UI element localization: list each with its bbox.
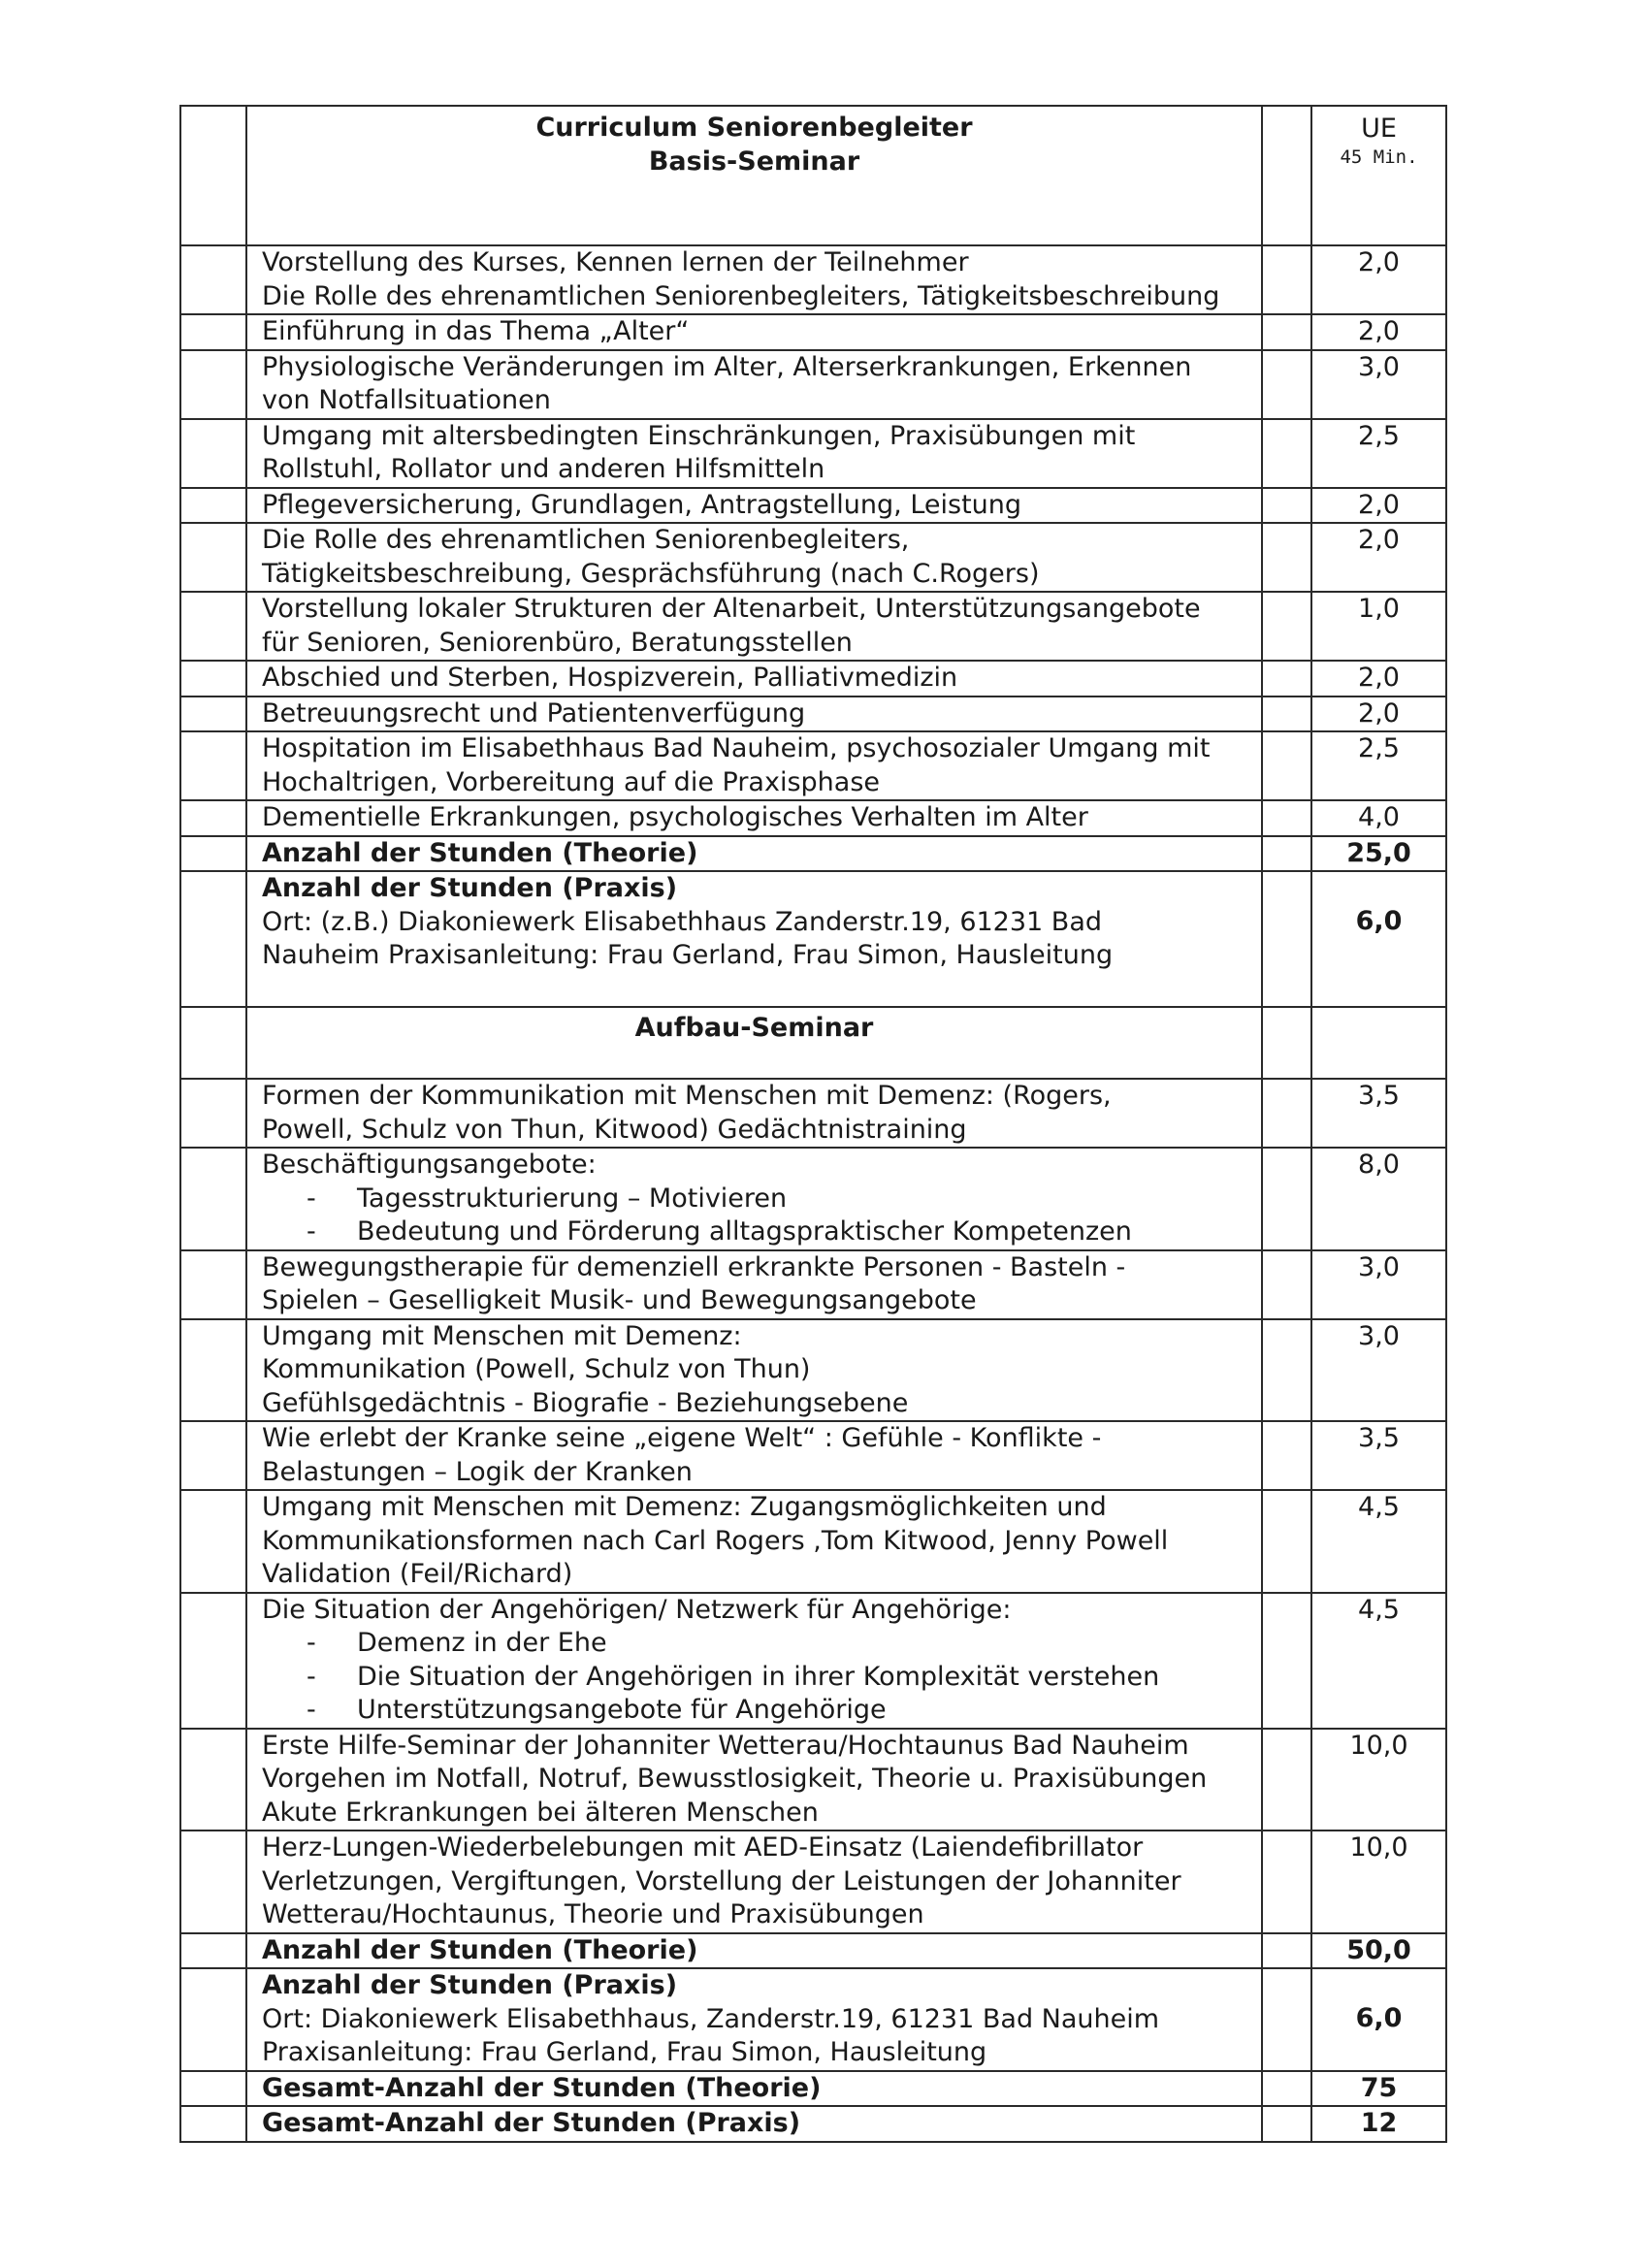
aufbau-theorie-row — [180, 1933, 1446, 1969]
row-line: Physiologische Veränderungen im Alter, Alterserkrankungen, Erkennen — [262, 351, 1192, 382]
basis-row — [180, 488, 1446, 524]
header-row — [180, 106, 1446, 245]
row-line: für Senioren, Seniorenbüro, Beratungsstellen — [262, 627, 853, 658]
ue-sublabel: 45 Min. — [1340, 146, 1418, 168]
bullet-item: - Tagesstrukturierung – Motivieren — [307, 1183, 788, 1214]
row-line: Einführung in das Thema „Alter“ — [262, 316, 690, 346]
empty-cell — [180, 1007, 246, 1079]
row-line: Vorstellung des Kurses, Kennen lernen der Teilnehmer — [262, 247, 969, 277]
aufbau-row — [180, 1250, 1446, 1319]
row-label — [246, 419, 1262, 488]
row-line: Dementielle Erkrankungen, psychologisches Verhalten im Alter — [262, 802, 1088, 832]
empty-cell — [1262, 836, 1311, 872]
row-label: Gesamt-Anzahl der Stunden (Theorie) — [246, 2071, 1262, 2107]
empty-cell — [1262, 314, 1311, 350]
empty-cell — [1262, 245, 1311, 314]
row-line: Verletzungen, Vergiftungen, Vorstellung der Leistungen der Johanniter — [262, 1865, 1181, 1896]
gesamt-theorie-row — [180, 2071, 1446, 2107]
row-line: Vorgehen im Notfall, Notruf, Bewusstlosigkeit, Theorie u. Praxisübungen — [262, 1764, 1208, 1794]
row-line: Die Rolle des ehrenamtlichen Seniorenbegleiters, — [262, 525, 910, 555]
basis-section — [180, 245, 1446, 836]
empty-cell — [180, 106, 246, 245]
row-label — [246, 661, 1262, 697]
row-label — [246, 488, 1262, 524]
praxis-label: Anzahl der Stunden (Praxis) — [262, 873, 678, 903]
row-line: Erste Hilfe-Seminar der Johanniter Wetterau/Hochtaunus Bad Nauheim — [262, 1730, 1189, 1761]
row-line: Belastungen – Logik der Kranken — [262, 1456, 693, 1487]
empty-cell — [180, 488, 246, 524]
row-line: Pflegeversicherung, Grundlagen, Antragstellung, Leistung — [262, 489, 1022, 520]
row-line: Bewegungstherapie für demenziell erkrankte Personen - Basteln - — [262, 1251, 1126, 1282]
row-line: Hochaltrigen, Vorbereitung auf die Praxisphase — [262, 766, 880, 797]
empty-cell — [1262, 661, 1311, 697]
row-label — [246, 1079, 1262, 1148]
row-value: 2,0 — [1311, 488, 1446, 524]
row-value: 2,5 — [1311, 731, 1446, 800]
row-label — [246, 1421, 1262, 1490]
row-label — [246, 871, 1262, 1007]
row-label: Anzahl der Stunden (Theorie) — [246, 1933, 1262, 1969]
empty-cell — [180, 661, 246, 697]
empty-cell — [1262, 871, 1311, 1007]
empty-cell — [180, 592, 246, 661]
row-value: 3,0 — [1311, 350, 1446, 419]
basis-theorie-row — [180, 836, 1446, 872]
row-value: 2,0 — [1311, 697, 1446, 732]
row-line: Kommunikationsformen nach Carl Rogers ,Tom Kitwood, Jenny Powell — [262, 1525, 1169, 1556]
row-line: Herz-Lungen-Wiederbelebungen mit AED-Einsatz (Laiendefibrillator — [262, 1832, 1144, 1863]
row-line: Validation (Feil/Richard) — [262, 1559, 573, 1589]
basis-praxis-row — [180, 871, 1446, 1007]
aufbau-row — [180, 1319, 1446, 1422]
aufbau-row — [180, 1593, 1446, 1729]
empty-cell — [1262, 800, 1311, 836]
row-line: Gefühlsgedächtnis - Biografie - Beziehungsebene — [262, 1387, 909, 1418]
row-label — [246, 697, 1262, 732]
praxis-line: Praxisanleitung: Frau Gerland, Frau Simon, Hausleitung — [262, 2037, 987, 2067]
praxis-line: Ort: Diakoniewerk Elisabethhaus, Zanderstr.19, 61231 Bad Nauheim — [262, 2003, 1160, 2034]
row-line: Abschied und Sterben, Hospizverein, Palliativmedizin — [262, 663, 958, 693]
row-line: Wie erlebt der Kranke seine „eigene Welt“ : Gefühle - Konflikte - — [262, 1423, 1102, 1453]
empty-cell — [1311, 1007, 1446, 1079]
row-line: Kommunikation (Powell, Schulz von Thun) — [262, 1354, 811, 1384]
row-value: 12 — [1311, 2106, 1446, 2142]
empty-cell — [180, 245, 246, 314]
row-line: Powell, Schulz von Thun, Kitwood) Gedächtnistraining — [262, 1114, 967, 1145]
row-value: 75 — [1311, 2071, 1446, 2107]
row-value: 10,0 — [1311, 1831, 1446, 1933]
empty-cell — [1262, 523, 1311, 592]
row-line: Hospitation im Elisabethhaus Bad Nauheim, psychosozialer Umgang mit — [262, 733, 1211, 763]
bullet-item: - Demenz in der Ehe — [307, 1628, 607, 1658]
row-value: 10,0 — [1311, 1729, 1446, 1831]
aufbau-row — [180, 1831, 1446, 1933]
row-value: 3,5 — [1311, 1421, 1446, 1490]
basis-row — [180, 245, 1446, 314]
row-value: 4,5 — [1311, 1490, 1446, 1593]
row-label — [246, 1729, 1262, 1831]
basis-row — [180, 314, 1446, 350]
empty-cell — [1262, 106, 1311, 245]
row-line: Spielen – Geselligkeit Musik- und Bewegungsangebote — [262, 1285, 977, 1315]
aufbau-header-row — [180, 1007, 1446, 1079]
empty-cell — [180, 836, 246, 872]
row-label — [246, 731, 1262, 800]
row-label — [246, 1490, 1262, 1593]
row-label — [246, 800, 1262, 836]
row-label — [246, 1148, 1262, 1250]
row-line: Rollstuhl, Rollator und anderen Hilfsmitteln — [262, 454, 825, 484]
row-value: 3,0 — [1311, 1319, 1446, 1422]
row-label: Anzahl der Stunden (Theorie) — [246, 836, 1262, 872]
bullet-item: - Bedeutung und Förderung alltagspraktischer Kompetenzen — [307, 1216, 1132, 1247]
basis-row — [180, 731, 1446, 800]
row-label — [246, 523, 1262, 592]
basis-row — [180, 800, 1446, 836]
row-line: Akute Erkrankungen bei älteren Menschen — [262, 1797, 819, 1828]
row-label — [246, 1250, 1262, 1319]
praxis-line: Ort: (z.B.) Diakoniewerk Elisabethhaus Zanderstr.19, 61231 Bad — [262, 906, 1103, 937]
row-line: Betreuungsrecht und Patientenverfügung — [262, 697, 806, 729]
row-label — [246, 1593, 1262, 1729]
gesamt-praxis-row — [180, 2106, 1446, 2142]
row-value: 50,0 — [1311, 1933, 1446, 1969]
row-value: 2,0 — [1311, 661, 1446, 697]
row-value: 4,5 — [1311, 1593, 1446, 1729]
aufbau-row — [180, 1148, 1446, 1250]
title-line-1: Curriculum Seniorenbegleiter — [535, 113, 973, 143]
empty-cell — [1262, 731, 1311, 800]
curriculum-table — [179, 105, 1447, 2143]
row-line: Umgang mit Menschen mit Demenz: Zugangsmöglichkeiten und — [262, 1492, 1107, 1522]
row-line: von Notfallsituationen — [262, 385, 551, 415]
row-label: Gesamt-Anzahl der Stunden (Praxis) — [246, 2106, 1262, 2142]
row-label — [246, 314, 1262, 350]
row-label — [246, 592, 1262, 661]
row-line: Die Rolle des ehrenamtlichen Seniorenbegleiters, Tätigkeitsbeschreibung — [262, 280, 1220, 311]
row-label — [246, 1319, 1262, 1422]
row-value: 3,0 — [1311, 1250, 1446, 1319]
row-line: Die Situation der Angehörigen/ Netzwerk für Angehörige: — [262, 1594, 1012, 1625]
row-label — [246, 350, 1262, 419]
bullet-item: - Unterstützungsangebote für Angehörige — [307, 1695, 887, 1725]
row-value: 2,5 — [1311, 419, 1446, 488]
title-line-2: Basis-Seminar — [648, 146, 860, 177]
row-line: Tätigkeitsbeschreibung, Gesprächsführung (nach C.Rogers) — [262, 558, 1040, 589]
row-label — [246, 1968, 1262, 2071]
ue-header — [1311, 106, 1446, 245]
row-line: Umgang mit altersbedingten Einschränkungen, Praxisübungen mit — [262, 420, 1136, 451]
row-value: 2,0 — [1311, 314, 1446, 350]
row-value: 4,0 — [1311, 800, 1446, 836]
empty-cell — [180, 697, 246, 732]
empty-cell — [1262, 592, 1311, 661]
praxis-line: Nauheim Praxisanleitung: Frau Gerland, Frau Simon, Hausleitung — [262, 940, 1114, 970]
row-value: 6,0 — [1311, 1968, 1446, 2071]
basis-row — [180, 661, 1446, 697]
row-value: 1,0 — [1311, 592, 1446, 661]
empty-cell — [180, 314, 246, 350]
row-value: 3,5 — [1311, 1079, 1446, 1148]
basis-row — [180, 592, 1446, 661]
empty-cell — [180, 419, 246, 488]
empty-cell — [1262, 697, 1311, 732]
row-value: 25,0 — [1311, 836, 1446, 872]
aufbau-praxis-row — [180, 1968, 1446, 2071]
praxis-label: Anzahl der Stunden (Praxis) — [262, 1970, 678, 2000]
section-title: Aufbau-Seminar — [246, 1007, 1262, 1079]
aufbau-row — [180, 1421, 1446, 1490]
empty-cell — [1262, 1007, 1311, 1079]
empty-cell — [1262, 488, 1311, 524]
empty-cell — [180, 350, 246, 419]
aufbau-row — [180, 1079, 1446, 1148]
ue-label: UE — [1361, 113, 1397, 144]
empty-cell — [180, 731, 246, 800]
row-value: 8,0 — [1311, 1148, 1446, 1250]
basis-row — [180, 523, 1446, 592]
empty-cell — [180, 871, 246, 1007]
aufbau-row — [180, 1490, 1446, 1593]
row-label — [246, 245, 1262, 314]
row-line: Wetterau/Hochtaunus, Theorie und Praxisübungen — [262, 1899, 924, 1929]
row-value: 2,0 — [1311, 245, 1446, 314]
row-line: Beschäftigungsangebote: — [262, 1150, 597, 1180]
empty-cell — [1262, 350, 1311, 419]
row-line: Vorstellung lokaler Strukturen der Altenarbeit, Unterstützungsangebote — [262, 594, 1201, 624]
empty-cell — [180, 800, 246, 836]
bullet-item: - Die Situation der Angehörigen in ihrer Komplexität verstehen — [307, 1661, 1160, 1692]
document-title — [246, 106, 1262, 245]
basis-row — [180, 697, 1446, 732]
row-line: Umgang mit Menschen mit Demenz: — [262, 1320, 742, 1351]
row-value: 2,0 — [1311, 523, 1446, 592]
row-line: Formen der Kommunikation mit Menschen mit Demenz: (Rogers, — [262, 1081, 1112, 1111]
row-value: 6,0 — [1311, 871, 1446, 1007]
empty-cell — [180, 523, 246, 592]
empty-cell — [1262, 419, 1311, 488]
basis-row — [180, 350, 1446, 419]
row-label — [246, 1831, 1262, 1933]
basis-row — [180, 419, 1446, 488]
aufbau-row — [180, 1729, 1446, 1831]
